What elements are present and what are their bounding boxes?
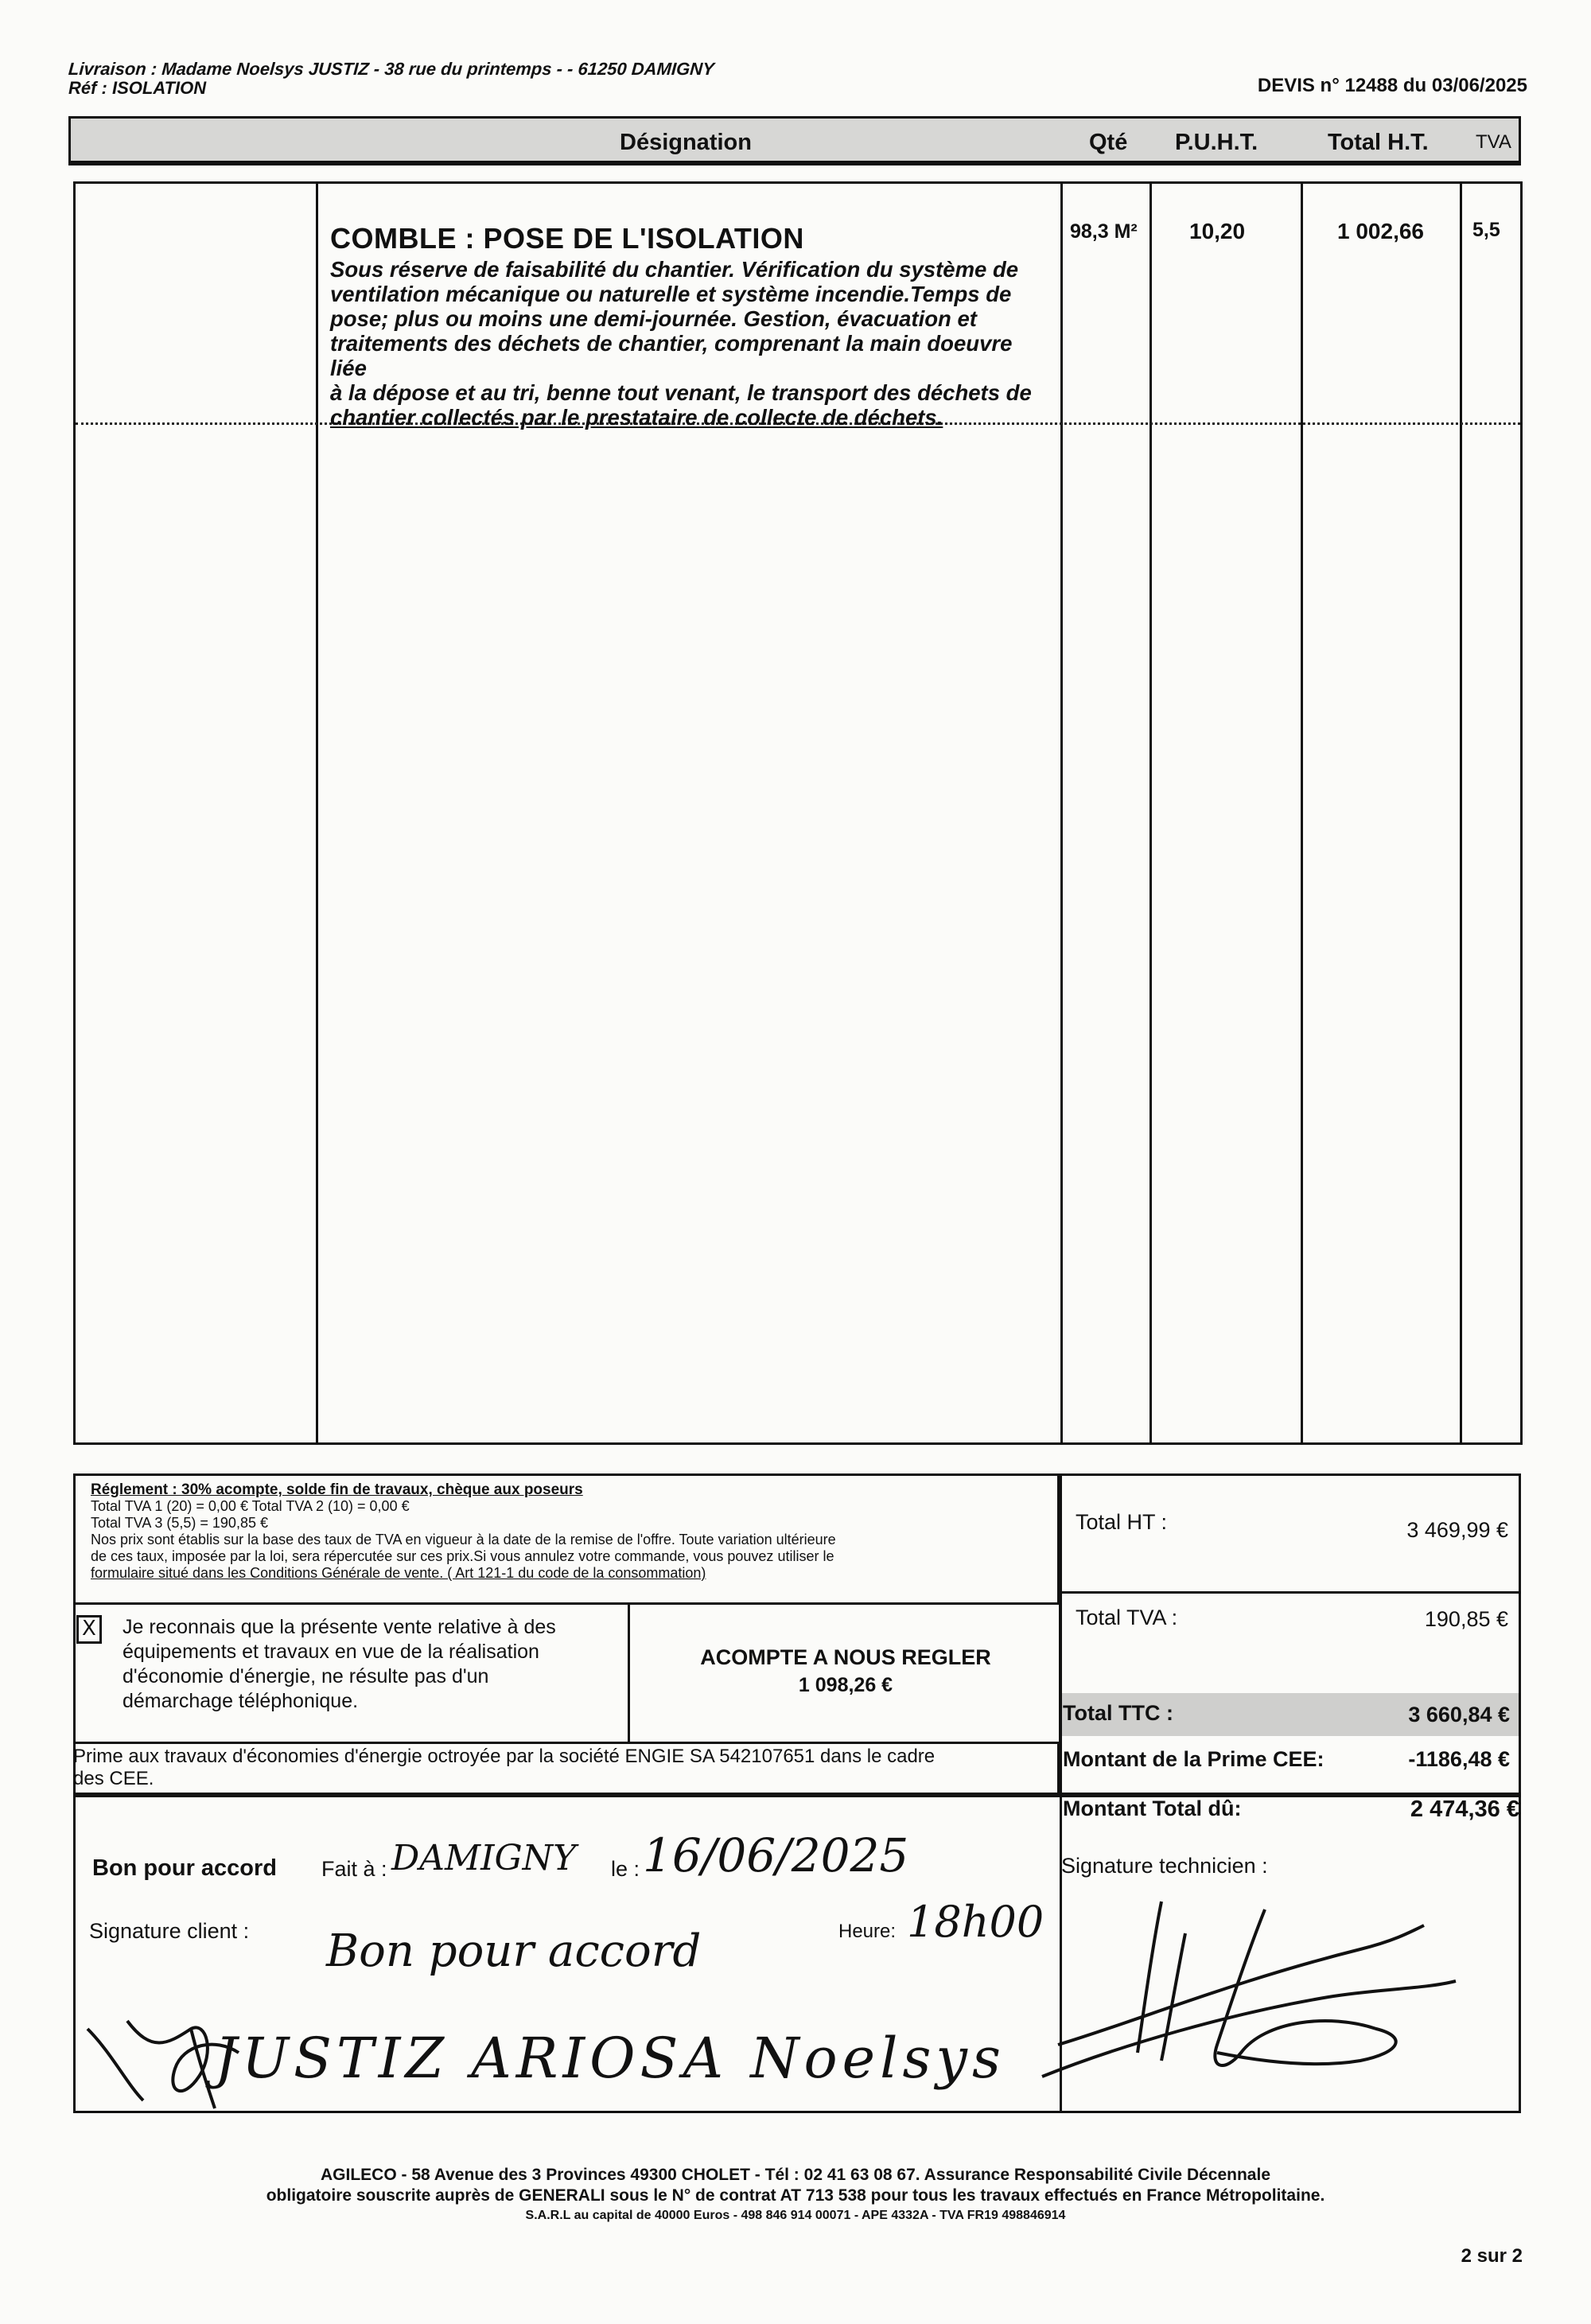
client-handwritten-name: JUSTIZ ARIOSA Noelsys [215,2026,1006,2091]
time-label: Heure: [838,1921,897,1942]
total-due-label: Montant Total dû: [1063,1797,1242,1820]
item-description-line: chantier collectés par le prestataire de collecte de déchets. [330,405,943,430]
consent-line: démarchage téléphonique. [123,1690,359,1712]
consent-line: équipements et travaux en vue de la réalisation [123,1641,539,1663]
bon-pour-accord-label: Bon pour accord [92,1855,278,1881]
consent-line: Je reconnais que la présente vente relative à des [123,1616,556,1638]
reference: Réf : ISOLATION [68,78,207,98]
total-tva-value: 190,85 € [1424,1607,1508,1631]
payment-terms [91,1481,1053,1582]
column-header-total-ht: Total H.T. [1328,130,1429,155]
deposit-label: ACOMPTE A NOUS REGLER [700,1645,991,1669]
total-tva-label: Total TVA : [1076,1606,1178,1629]
deposit-area [630,1602,1061,1744]
tva-breakdown: Total TVA 1 (20) = 0,00 € Total TVA 2 (10) = 0,00 € [91,1498,410,1514]
prime-line: Prime aux travaux d'économies d'énergie octroyée par la société ENGIE SA 542107651 dans le cadre [73,1746,936,1767]
client-signature-scribble-icon [80,2005,286,2124]
column-divider [316,184,318,1442]
prime-cee-label: Montant de la Prime CEE: [1063,1747,1325,1771]
consent-text [123,1615,600,1714]
prime-cee-value: -1186,48 € [1408,1747,1510,1771]
footer-company: AGILECO - 58 Avenue des 3 Provinces 49300 CHOLET - Tél : 02 41 63 08 67. Assurance Responsabilité Civile Décennale [321,2166,1270,2184]
item-tva-rate: 5,5 [1472,219,1500,241]
item-description-line: ventilation mécanique ou naturelle et système incendie.Temps de [330,282,1012,306]
footer-insurance: obligatoire souscrite auprès de GENERALI sous le N° de contrat AT 713 538 pour tous les travaux effectués en France Métropolitaine. [266,2186,1325,2205]
item-description [330,257,1046,430]
consent-line: d'économie d'énergie, ne résulte pas d'un [123,1665,489,1688]
column-header-quantity: Qté [1089,130,1128,155]
item-description-line: à la dépose et au tri, benne tout venant, le transport des déchets de [330,380,1032,405]
column-divider [1301,184,1303,1442]
column-header-unit-price: P.U.H.T. [1175,130,1258,155]
tva-breakdown: Total TVA 3 (5,5) = 190,85 € [91,1515,268,1531]
prime-text [73,1746,1036,1790]
date-handwritten: 16/06/2025 [643,1828,909,1882]
terms-text: Nos prix sont établis sur la base des taux de TVA en vigueur à la date de la remise de l'offre. Toute variation ultérieure [91,1532,836,1547]
technician-signature-label: Signature technicien : [1061,1854,1268,1878]
item-quantity: 98,3 M² [1070,220,1138,243]
page-number: 2 sur 2 [1461,2245,1523,2267]
date-label: le : [611,1857,640,1881]
fait-a-label: Fait à : [321,1857,387,1881]
technician-signature-icon [1026,1886,1472,2092]
totals-divider [1060,1591,1521,1594]
item-unit-price: 10,20 [1189,219,1246,243]
deposit-amount: 1 098,26 € [798,1674,893,1696]
terms-text: formulaire situé dans les Conditions Générale de vente. ( Art 121-1 du code de la consommation) [91,1565,706,1581]
total-ht-label: Total HT : [1076,1510,1168,1534]
table-header [68,116,1521,165]
items-table [73,181,1523,1445]
footer-legal: S.A.R.L au capital de 40000 Euros - 498 846 914 00071 - APE 4332A - TVA FR19 498846914 [525,2209,1066,2222]
total-ttc-value: 3 660,84 € [1408,1703,1510,1726]
total-ttc-label: Total TTC : [1063,1701,1173,1725]
prime-line: des CEE. [73,1768,154,1789]
checkbox-mark-icon: X [82,1617,96,1641]
payment-terms-title: Réglement : 30% acompte, solde fin de travaux, chèque aux poseurs [91,1481,583,1498]
fait-a-handwritten: DAMIGNY [391,1838,577,1878]
total-ht-value: 3 469,99 € [1406,1518,1508,1542]
time-handwritten: 18h00 [907,1897,1044,1947]
terms-text: de ces taux, imposée par la loi, sera répercutée sur ces prix.Si vous annulez votre commande, vous pouvez utiliser le [91,1548,834,1564]
column-divider [1060,184,1063,1442]
item-description-line: pose; plus ou moins une demi-journée. Gestion, évacuation et [330,306,977,331]
column-divider [1460,184,1462,1442]
item-total-ht: 1 002,66 [1337,219,1424,243]
column-header-designation: Désignation [620,130,752,155]
client-signature-label: Signature client : [89,1919,250,1943]
item-description-line: traitements des déchets de chantier, comprenant la main doeuvre liée [330,331,1013,380]
item-title: COMBLE : POSE DE L'ISOLATION [330,222,804,255]
total-due-value: 2 474,36 € [1410,1797,1519,1822]
quote-number: DEVIS n° 12488 du 03/06/2025 [1257,75,1527,96]
item-description-line: Sous réserve de faisabilité du chantier. Vérification du système de [330,257,1019,282]
delivery-address: Livraison : Madame Noelsys JUSTIZ - 38 rue du printemps - - 61250 DAMIGNY [68,59,715,79]
client-handwritten-approval: Bon pour accord [326,1925,702,1977]
column-divider [1149,184,1152,1442]
column-header-tva: TVA [1476,131,1511,153]
